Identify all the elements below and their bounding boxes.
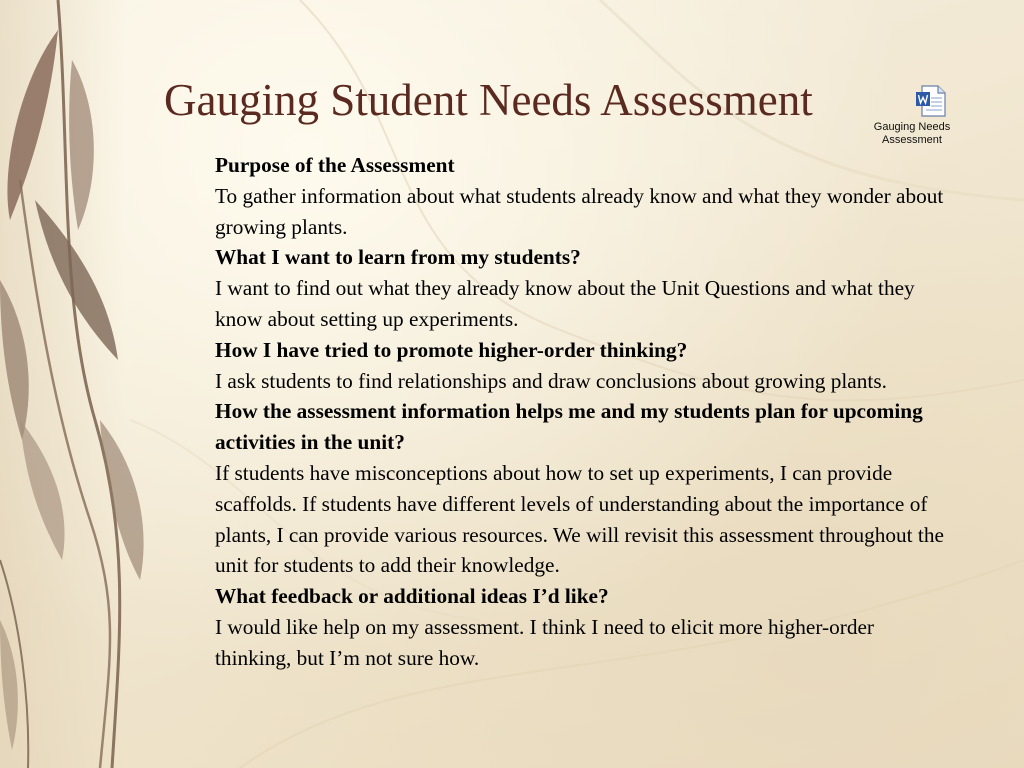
document-caption-line2: Assessment <box>882 134 942 146</box>
section-body-plan: If students have misconceptions about how to set up experiments, I can provide scaffolds. If students have different levels of understanding about the importance of plants, I can provide various resources. We will revisit this assessment throughout the unit for students to add their knowledge. <box>215 460 944 578</box>
section-heading-higher-order: How I have tried to promote higher-order thinking? <box>215 337 688 362</box>
assessment-content <box>215 150 950 674</box>
section-body-feedback: I would like help on my assessment. I think I need to elicit more higher-order thinking, but I’m not sure how. <box>215 614 875 670</box>
section-body-learn: I want to find out what they already know about the Unit Questions and what they know about setting up experiments. <box>215 276 915 331</box>
embedded-word-document[interactable] <box>862 84 962 154</box>
section-body-higher-order: I ask students to find relationships and draw conclusions about growing plants. <box>215 368 887 393</box>
section-heading-plan: How the assessment information helps me and my students plan for upcoming activities in the unit? <box>215 399 923 455</box>
section-heading-feedback: What feedback or additional ideas I’d like? <box>215 584 609 609</box>
word-document-icon <box>914 84 948 118</box>
slide-title: Gauging Student Needs Assessment <box>164 75 813 125</box>
section-body-purpose: To gather information about what students already know and what they wonder about growing plants. <box>215 183 944 239</box>
document-caption-line1: Gauging Needs <box>873 121 951 133</box>
section-heading-purpose: Purpose of the Assessment <box>215 153 455 177</box>
document-caption <box>862 121 962 147</box>
section-heading-learn: What I want to learn from my students? <box>215 245 581 270</box>
